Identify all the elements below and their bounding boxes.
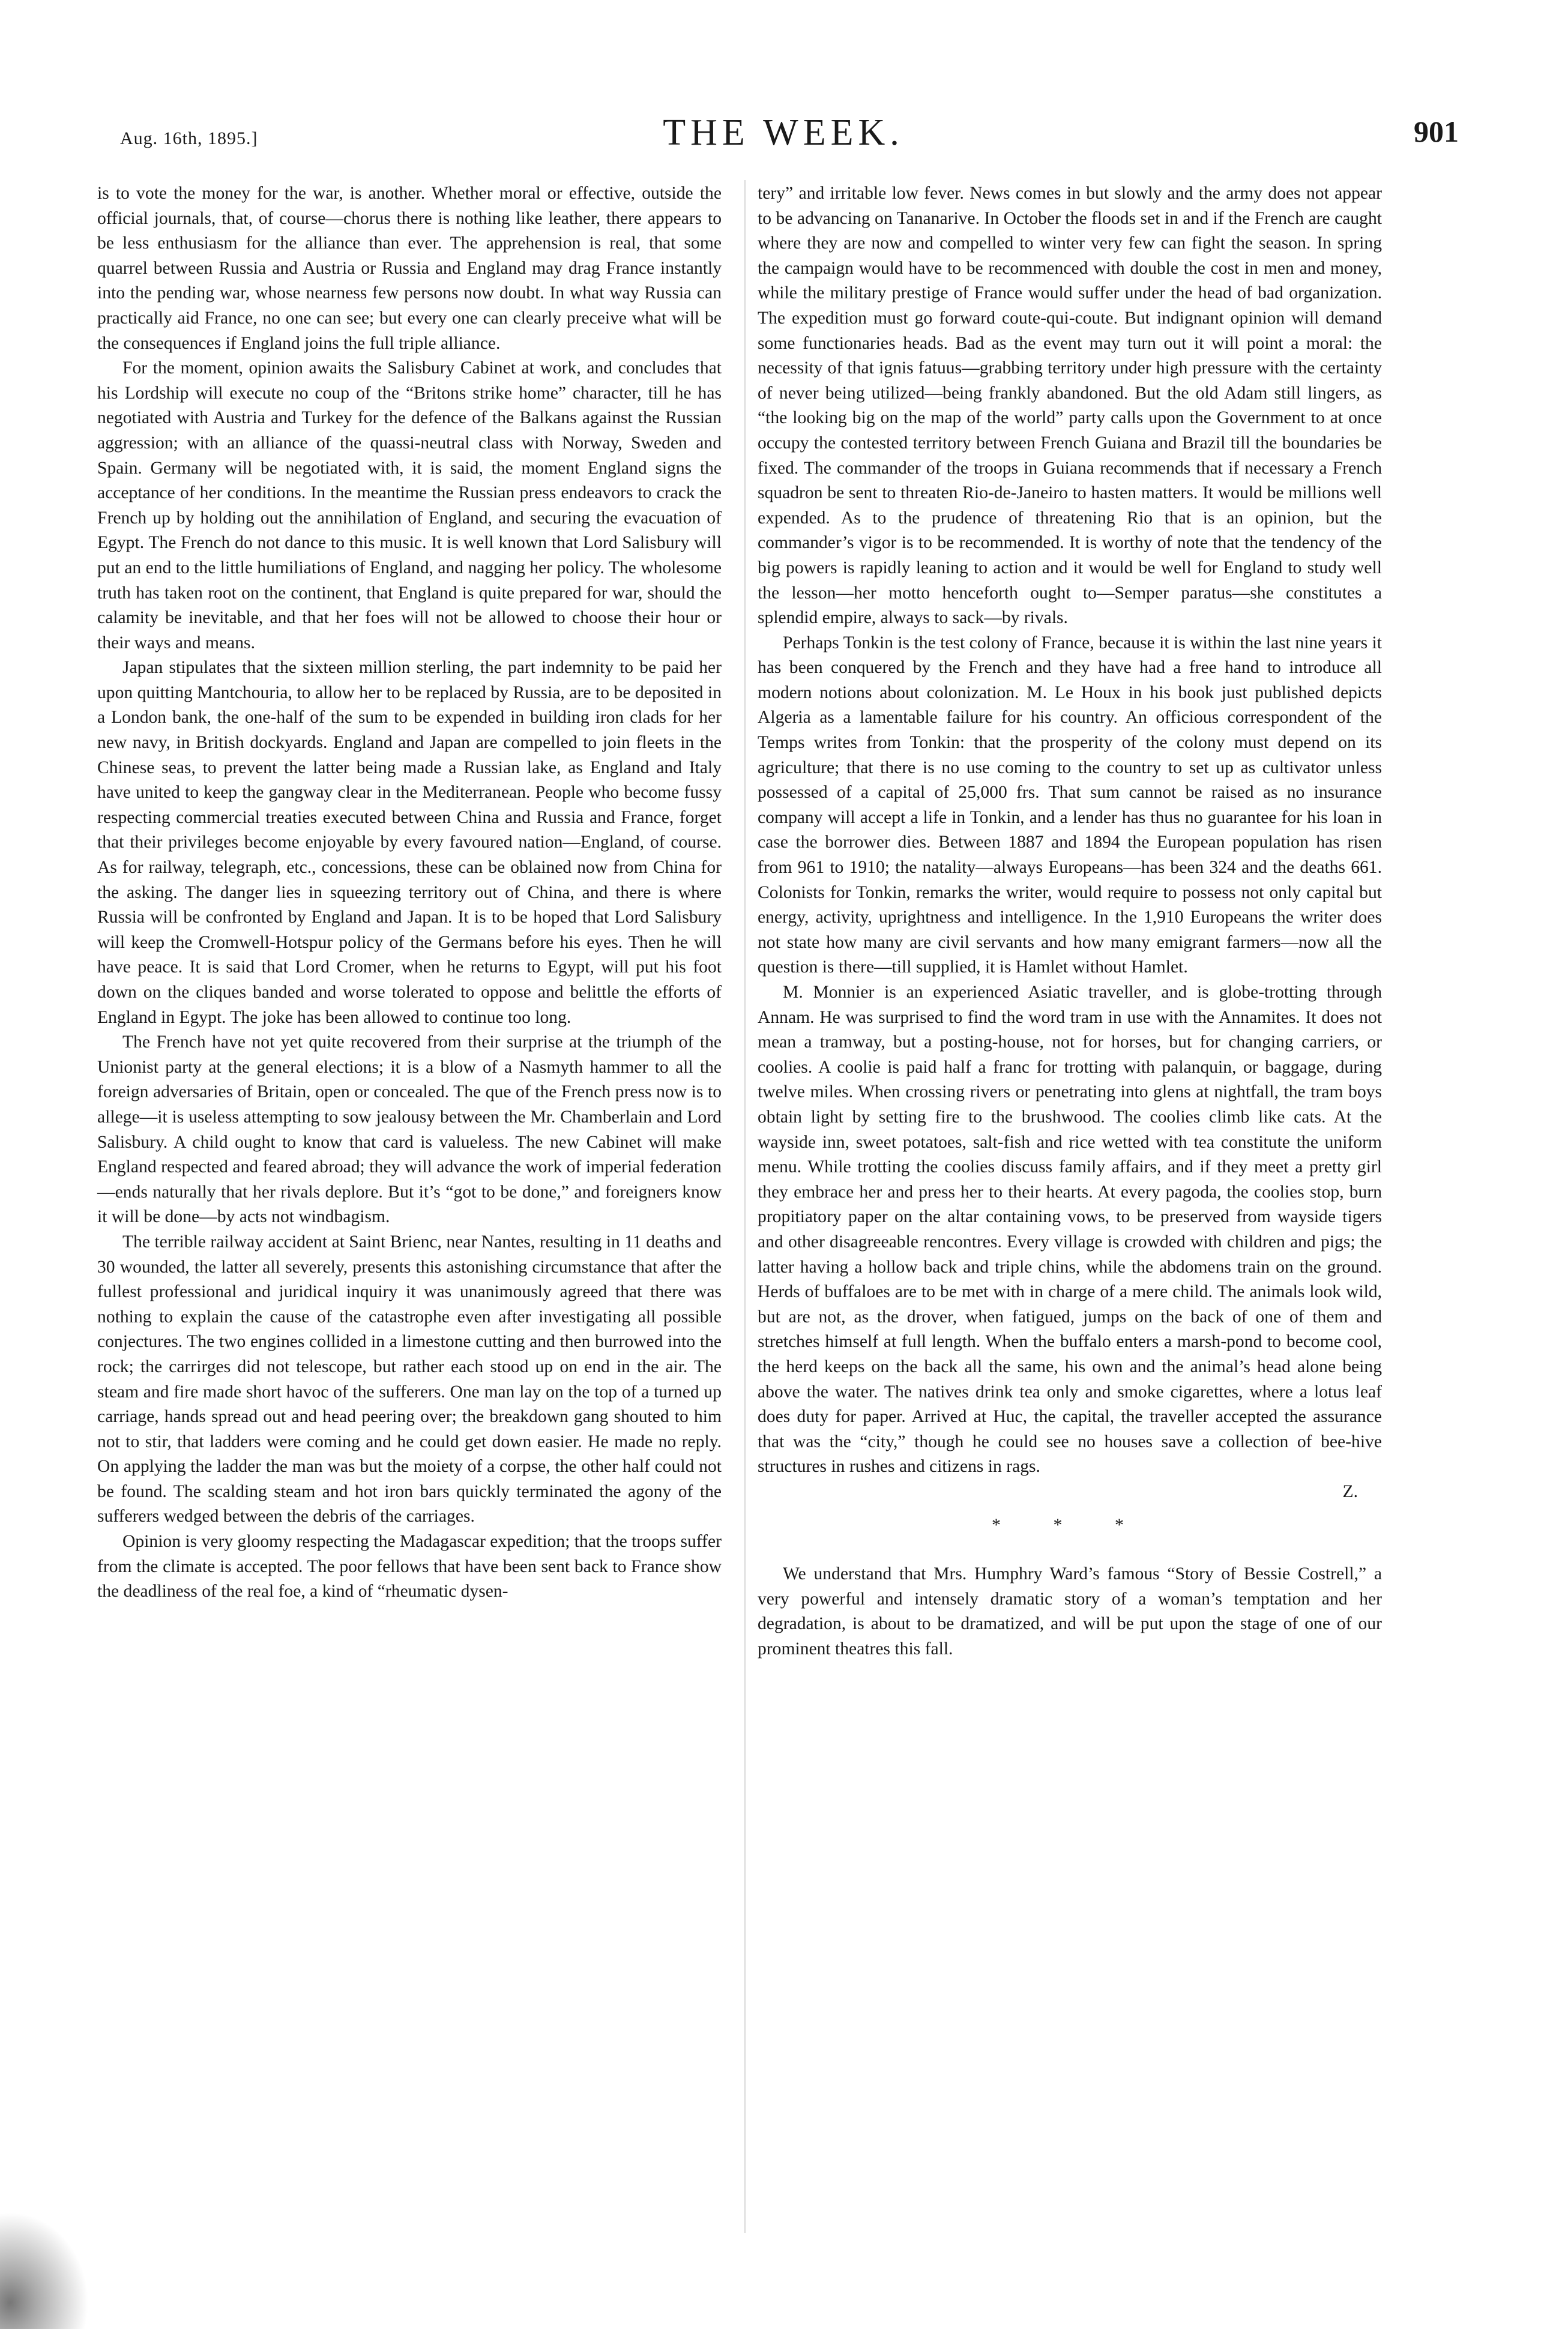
paragraph: Japan stipulates that the sixteen million sterling, the part indemnity to be paid her upon quitting Mantchouria, to allow her to be replaced by Russia, are to be deposited in a London bank, the one-half of the sum to be expended in building iron clads for her new navy, in British dockyards. England and Japan are compelled to join fleets in the Chinese seas, to prevent the latter being made a Russian lake, as England and Italy have united to keep the gangway clear in the Mediterranean. People who become fussy respecting commercial treaties executed between China and Russia and France, forget that their privileges become enjoyable by every favoured nation—England, of course. As for railway, telegraph, etc., concessions, these can be oblained now from China for the asking. The danger lies in squeezing territory out of China, and there is where Russia will be confronted by England and Japan. It is to be hoped that Lord Salisbury will keep the Cromwell-Hotspur policy of the Germans before his eyes. Then he will have peace. It is said that Lord Cromer, when he returns to Egypt, will put his foot down on the cliques banded and worse tolerated to oppose and belittle the efforts of England in Egypt. The joke has been allowed to continue too long. bbox=[97, 658, 722, 1027]
paragraph: Opinion is very gloomy respecting the Madagascar expedition; that the troops suffer from the climate is accepted. The poor fellows that have been sent back to France show the deadliness of the real foe, a kind of “rheumatic dysen- bbox=[97, 1532, 722, 1601]
page-edge-smudge bbox=[0, 2197, 102, 2329]
paragraph: The French have not yet quite recovered from their surprise at the triumph of the Unionist party at the general elections; it is a blow of a Nasmyth hammer to all the foreign adversaries of Britain, open or concealed. The que of the French press now is to allege—it is useless attempting to sow jealousy between the Mr. Chamberlain and Lord Salisbury. A child ought to know that card is valueless. The new Cabinet will make England respected and feared abroad; they will advance the work of imperial federation—ends naturally that her rivals deplore. But it’s “got to be done,” and foreigners know it will be done—by acts not windbagism. bbox=[97, 1032, 722, 1227]
issue-date: Aug. 16th, 1895.] bbox=[120, 128, 258, 148]
paragraph: The terrible railway accident at Saint Brienc, near Nantes, resulting in 11 deaths and 30 wounded, the latter all severely, presents this astonishing circumstance that after the fullest professional and juridical inquiry it was unanimously agreed that there was nothing to explain the cause of the catastrophe even after investigating all possible conjectures. The two engines collided in a limestone cutting and then burrowed into the rock; the carrirges did not telescope, but rather each stood up on end in the air. The steam and fire made short havoc of the sufferers. One man lay on the top of a turned up carriage, hands spread out and head peering over; the breakdown gang shouted to him not to stir, that ladders were coming and he could get down easier. He made no reply. On applying the ladder the man was but the moiety of a corpse, the other half could not be found. The scalding steam and hot iron bars quickly terminated the agony of the sufferers wedged between the debris of the carriages. bbox=[97, 1232, 722, 1526]
page-number: 901 bbox=[1414, 115, 1459, 148]
author-signature: Z. bbox=[1342, 1481, 1358, 1501]
page-header bbox=[96, 108, 1471, 162]
paragraph: M. Monnier is an experienced Asiatic traveller, and is globe-trotting through Annam. He was surprised to find the word tram in use with the Annamites. It does not mean a tramway, but a posting-house, not for horses, but for changing carriers, or coolies. A coolie is paid half a franc for trotting with palanquin, or baggage, during twelve miles. When crossing rivers or penetrating into glens at nightfall, the tram boys obtain light by setting fire to the brushwood. The coolies climb like cats. At the wayside inn, sweet potatoes, salt-fish and rice wetted with tea constitute the uniform menu. While trotting the coolies discuss family affairs, and if they meet a pretty girl they embrace her and press her to their hearts. At every pagoda, the coolies stop, burn propitiatory paper on the altar containing vows, to be preserved from wayside tigers and other disagreeable rencontres. Every village is crowded with children and pigs; the latter having a hollow back and triple chins, while the abdomens train on the ground. Herds of buffaloes are to be met with in charge of a mere child. The animals look wild, but are not, as the drover, when fatigued, jumps on the back of one of them and stretches himself at full length. When the buffalo enters a marsh-pond to become cool, the herd keeps on the back all the same, his own and the animal’s head alone being above the water. The natives drink tea only and smoke cigarettes, where a lotus leaf does duty for paper. Arrived at Huc, the capital, the traveller accepted the assurance that was the “city,” though he could see no houses save a collection of bee-hive structures in rushes and citizens in rags. bbox=[758, 983, 1382, 1477]
paragraph: For the moment, opinion awaits the Salisbury Cabinet at work, and concludes that his Lordship will execute no coup of the “Britons strike home” character, till he has negotiated with Austria and Turkey for the defence of the Balkans against the Russian aggression; with an alliance of the quassi-neutral class with Norway, Sweden and Spain. Germany will be negotiated with, it is said, the moment England signs the acceptance of her conditions. In the meantime the Russian press endeavors to crack the French up by holding out the annihilation of England, and securing the evacuation of Egypt. The French do not dance to this music. It is well known that Lord Salisbury will put an end to the little humiliations of England, and nagging her policy. The wholesome truth has taken root on the continent, that England is quite prepared for war, should the calamity be inevitable, and that her foes will not be allowed to choose their hour or their ways and means. bbox=[97, 358, 722, 652]
publication-title: THE WEEK. bbox=[663, 112, 904, 153]
closing-paragraph: We understand that Mrs. Humphry Ward’s famous “Story of Bessie Costrell,” a very powerful and intensely dramatic story of a woman’s temptation and her degradation, is about to be dramatized, and will be put upon the stage of one of our prominent theatres this fall. bbox=[758, 1564, 1382, 1659]
left-column bbox=[97, 181, 722, 1604]
paragraph: Perhaps Tonkin is the test colony of France, because it is within the last nine years it has been conquered by the French and they have had a free hand to introduce all modern notions about colonization. M. Le Houx in his book just published depicts Algeria as a lamentable failure for his country. An officious correspondent of the Temps writes from Tonkin: that the prosperity of the colony must depend on its agriculture; that there is no use coming to the country to set up as cultivator unless possessed of a capital of 25,000 frs. That sum cannot be raised as no insurance company will accept a life in Tonkin, and a lender has thus no guarantee for his loan in case the borrower dies. Between 1887 and 1894 the European population has risen from 961 to 1910; the natality—always Europeans—has been 324 and the deaths 661. Colonists for Tonkin, remarks the writer, would require to possess not only capital but energy, activity, uprightness and intelligence. In the 1,910 Europeans the writer does not state how many are civil servants and how many emigrant farmers—now all the question is there—till supplied, it is Hamlet without Hamlet. bbox=[758, 633, 1382, 977]
section-separator: * * * bbox=[992, 1515, 1148, 1535]
paragraph: is to vote the money for the war, is another. Whether moral or effective, outside the official journals, that, of course—chorus there is nothing like leather, there appears to be less enthusiasm for the alliance than ever. The apprehension is real, that some quarrel between Russia and Austria or Russia and England may drag France instantly into the pending war, whose nearness few persons now doubt. In what way Russia can practically aid France, no one can see; but every one can clearly preceive what will be the consequences if England joins the full triple alliance. bbox=[97, 184, 722, 353]
paragraph: tery” and irritable low fever. News comes in but slowly and the army does not appear to be advancing on Tananarive. In October the floods set in and if the French are caught where they are now and compelled to winter very few can fight the season. In spring the campaign would have to be recommenced with double the cost in men and money, while the military prestige of France would suffer under the head of bad organization. The expedition must go forward coute-qui-coute. But indignant opinion will demand some functionaries heads. Bad as the event may turn out it will point a moral: the necessity of that ignis fatuus—grabbing territory under high pressure with the certainty of never being utilized—being frankly abandoned. But the old Adam still lingers, as “the looking big on the map of the world” party calls upon the Government to at once occupy the contested territory between French Guiana and Brazil till the boundaries be fixed. The commander of the troops in Guiana recommends that if necessary a French squadron be sent to threaten Rio-de-Janeiro to hasten matters. It would be millions well expended. As to the prudence of threatening Rio that is an opinion, but the commander’s vigor is to be recommended. It is worthy of note that the tendency of the big powers is rapidly leaning to action and it would be well for England to study well the lesson—her motto henceforth ought to—Semper paratus—she constitutes a splendid empire, always to sack—by rivals. bbox=[758, 184, 1382, 628]
column-divider bbox=[744, 180, 746, 2233]
right-column bbox=[758, 181, 1382, 1662]
